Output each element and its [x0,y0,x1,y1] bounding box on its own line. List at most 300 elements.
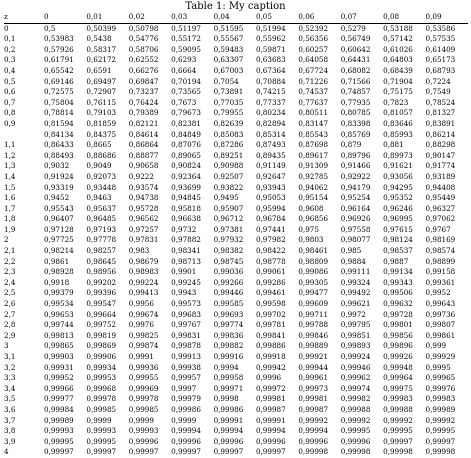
table-cell: 0,99856 [383,330,413,340]
table-cell: 0,98679 [128,256,159,266]
table-cell: 0,73565 [171,87,201,97]
table-cell: 0,53983 [44,34,74,44]
table-cell: 0,89065 [171,150,201,160]
table-cell: 0,9452 [44,193,70,203]
table-cell: 0,99992 [425,415,456,425]
table-cell: 0,99924 [340,352,371,361]
table-cell: 0,64803 [383,55,413,65]
table-cell: 0,54776 [128,34,159,44]
table-row [4,288,468,299]
table-cell: 0,74537 [298,87,329,97]
table-cell: 0,62172 [86,55,117,65]
table-cell: 0,99955 [128,373,159,383]
table-row [4,204,468,215]
table-cell: 0,51197 [171,23,201,33]
table-cell: 0,85083 [213,129,244,139]
table-cell: 0,88493 [44,150,74,160]
table-cell: 0,99973 [298,383,329,393]
row-label-cell: 2,9 [4,330,16,340]
table-cell: 0,96926 [340,214,371,224]
table-cell: 0,99903 [44,352,74,361]
table-cell: 0,87698 [298,140,329,150]
table-cell: 0,84849 [171,129,201,139]
table-cell: 0,55567 [213,34,244,44]
row-label-cell: 0,1 [4,34,16,44]
table-cell: 0,99983 [425,394,456,404]
header-cell: 0,05 [255,12,272,21]
table-cell: 0,84375 [86,129,117,139]
table-cell: 0,9998 [213,394,239,404]
table-cell: 0,69146 [44,76,74,86]
row-label-cell: 2,6 [4,299,16,309]
table-cell: 0,7549 [425,87,451,97]
table-cell: 0,90824 [171,161,201,171]
table-cell: 0,99245 [171,277,201,287]
table-cell: 0,99957 [171,373,201,383]
table-cell: 0,63683 [255,55,286,65]
table-cell: 0,99598 [255,299,286,309]
table-cell: 0,99971 [213,383,244,393]
table-cell: 0,9495 [213,193,239,203]
table-cell: 0,99609 [298,299,329,309]
header-cell: 0,06 [298,12,315,21]
table-cell: 0,99972 [255,383,286,393]
table-cell: 0,98745 [213,256,244,266]
table-cell: 0,99994 [171,426,201,436]
table-cell: 0,64058 [298,55,329,65]
table-cell: 0,99962 [340,373,371,383]
table-cell: 0,90988 [213,161,244,171]
table-cell: 0,95907 [213,203,244,213]
table-cell: 0,98928 [44,267,74,277]
table-cell: 0,99996 [298,436,329,446]
table-cell: 0,99413 [128,288,159,298]
table-row [4,352,468,363]
table-cell: 0,99158 [425,267,456,277]
table-cell: 0,98574 [425,246,456,256]
table-row [4,331,468,342]
table-cell: 0,97982 [255,235,286,245]
table-cell: 0,99781 [255,320,286,330]
table-cell: 0,83891 [425,118,456,128]
table-cell: 0,9918 [44,277,70,287]
table-cell: 0,94179 [340,182,371,192]
table-cell: 0,68793 [425,65,456,75]
table-cell: 0,79103 [86,108,117,118]
table-cell: 0,99573 [171,299,201,309]
row-label-cell: 3,2 [4,362,16,372]
table-cell: 0,96856 [298,214,329,224]
table-cell: 0,75804 [44,97,74,107]
table-cell: 0,99492 [340,288,371,298]
table-row [4,161,468,172]
table-cell: 0,83147 [298,118,329,128]
table-cell: 0,99997 [255,447,286,457]
table-cell: 0,99981 [298,394,329,404]
table-cell: 0,99992 [298,415,329,425]
row-label-cell: 1,6 [4,193,16,203]
table-cell: 0,99744 [44,320,74,330]
table-cell: 0,6664 [171,65,197,75]
table-cell: 0,55172 [171,34,201,44]
table-cell: 0,53586 [425,23,456,33]
row-label-cell: 2,5 [4,288,16,298]
table-cell: 0,96164 [340,203,371,213]
table-cell: 0,99036 [213,267,244,277]
table-cell: 0,99819 [86,330,117,340]
table-cell: 0,99111 [340,267,371,277]
table-cell: 0,9956 [128,299,154,309]
table-row [4,394,468,405]
table-cell: 0,99807 [425,320,456,330]
table-cell: 0,99893 [340,341,371,351]
table-cell: 0,72575 [44,87,74,97]
table-cell: 0,83646 [383,118,413,128]
table-cell: 0,82121 [128,118,159,128]
table-cell: 0,91774 [425,161,456,171]
table-cell: 0,99992 [383,415,413,425]
table-cell: 0,99996 [340,436,371,446]
table-cell: 0,99969 [128,383,159,393]
table-cell: 0,96407 [44,214,74,224]
table-cell: 0,82894 [255,118,286,128]
table-cell: 0,80511 [298,108,329,118]
table-cell: 0,92364 [171,171,201,181]
table-cell: 0,9999 [171,415,197,425]
table-row [4,437,468,448]
table-cell: 0,92922 [340,171,371,181]
table-cell: 0,91924 [44,171,74,181]
table-cell: 0,80234 [255,108,286,118]
table-cell: 0,99995 [86,436,117,446]
table-cell: 0,97831 [128,235,159,245]
table-row [4,55,468,66]
table-cell: 0,95818 [171,203,201,213]
table-cell: 0,99906 [86,352,117,361]
table-cell: 0,99946 [340,362,371,372]
table-cell: 0,52392 [298,23,329,33]
table-cell: 0,97381 [213,224,244,234]
table-cell: 0,99851 [340,330,371,340]
table-row [4,151,468,162]
table-cell: 0,95637 [86,203,117,213]
table-cell: 0,99998 [425,447,456,457]
row-label-cell: 3 [4,341,9,351]
table-cell: 0,9887 [383,256,409,266]
table-cell: 0,99997 [213,447,244,457]
table-cell: 0,7673 [171,97,197,107]
table-cell: 0,68082 [340,65,371,75]
table-cell: 0,67003 [213,65,244,75]
table-row [4,447,468,458]
table-cell: 0,86864 [128,140,159,150]
table-cell: 0,97615 [383,224,413,234]
table-cell: 0,59871 [255,44,286,54]
table-cell: 0,7823 [383,97,409,107]
table-cell: 0,99711 [298,309,329,319]
header-cell: 0,09 [425,12,442,21]
table-cell: 0,82381 [171,118,201,128]
table-cell: 0,99985 [128,404,159,414]
row-label-cell: 1,4 [4,171,16,181]
table-cell: 0,96784 [255,214,286,224]
table-cell: 0,77035 [213,97,244,107]
table-cell: 0,90147 [425,150,456,160]
table-cell: 0,99266 [213,277,244,287]
table-row [4,225,468,236]
table-cell: 0,67724 [298,65,329,75]
table-row [4,140,468,151]
table-cell: 0,99968 [86,383,117,393]
table-cell: 0,98124 [383,235,413,245]
table-cell: 0,96638 [171,214,201,224]
row-label-cell: 0,8 [4,108,16,118]
table-cell: 0,99813 [44,330,74,340]
table-cell: 0,99086 [298,267,329,277]
table-cell: 0,55962 [255,34,286,44]
table-row [4,246,468,257]
table-cell: 0,89973 [383,150,413,160]
table-cell: 0,97441 [255,224,286,234]
table-cell: 0,98899 [425,256,456,266]
table-cell: 0,99869 [86,341,117,351]
table-cell: 0,99825 [128,330,159,340]
table-cell: 0,65173 [425,55,456,65]
table-cell: 0,70884 [255,76,286,86]
table-cell: 0,9995 [425,362,451,372]
table-cell: 0,77337 [255,97,286,107]
table-cell: 0,99982 [340,394,371,404]
row-label-cell: 1,3 [4,161,16,171]
table-cell: 0,50399 [86,23,117,33]
table-cell: 0,92507 [213,171,244,181]
table-cell: 0,9767 [425,224,451,234]
table-cell: 0,57535 [425,34,456,44]
table-cell: 0,58317 [86,44,117,54]
row-label-cell: 0,9 [4,118,16,128]
table-cell: 0,99997 [44,447,74,457]
table-cell: 0,99396 [86,288,117,298]
row-label-cell: 0,5 [4,76,16,86]
table-cell: 0,9608 [298,203,324,213]
table-cell: 0,60257 [298,44,329,54]
table-cell: 0,95543 [44,203,74,213]
table-row [4,66,468,77]
table-cell: 0,91466 [340,161,371,171]
table-cell: 0,74215 [255,87,286,97]
table-cell: 0,9463 [86,193,112,203]
table-row [4,98,468,109]
table-cell: 0,88686 [86,150,117,160]
table-cell: 0,99202 [86,277,117,287]
table-cell: 0,99861 [425,330,456,340]
table-cell: 0,99801 [383,320,413,330]
row-label-cell: 2 [4,235,9,245]
row-label-cell: 0,7 [4,97,16,107]
table-cell: 0,68439 [383,65,413,75]
table-cell: 0,99986 [213,404,244,414]
table-cell: 0,99913 [171,352,201,361]
table-cell: 0,9972 [340,309,366,319]
table-cell: 0,7054 [213,76,239,86]
row-label-cell: 2,2 [4,256,16,266]
row-label-cell: 3,8 [4,426,16,436]
table-cell: 0,94295 [383,182,413,192]
table-cell: 0,9049 [86,161,112,171]
table-cell: 0,88298 [425,140,456,150]
table-cell: 0,98169 [425,235,456,245]
table-cell: 0,99975 [383,383,413,393]
table-cell: 0,71904 [383,76,413,86]
table-cell: 0,99991 [255,415,286,425]
table-cell: 0,95994 [255,203,286,213]
table-cell: 0,73237 [128,87,159,97]
table-cell: 0,5438 [86,34,112,44]
table-cell: 0,99305 [298,277,329,287]
header-cell: 0 [44,12,49,21]
table-cell: 0,93574 [128,182,159,192]
table-cell: 0,99993 [128,426,159,436]
table-cell: 0,9884 [340,256,366,266]
row-label-cell: 3,5 [4,394,16,404]
table-cell: 0,91149 [255,161,286,171]
table-cell: 0,99994 [298,426,329,436]
table-cell: 0,99989 [44,415,74,425]
table-cell: 0,97558 [340,224,371,234]
header-cell: 0,02 [128,12,145,21]
header-cell-z: z [4,12,8,21]
table-cell: 0,97778 [86,235,117,245]
table-cell: 0,51595 [213,23,244,33]
row-label-cell: 1,8 [4,214,16,224]
table-cell: 0,99994 [213,426,244,436]
table-cell: 0,99728 [383,309,413,319]
table-cell: 0,95154 [298,193,329,203]
table-cell: 0,99918 [255,352,286,361]
table-cell: 0,99977 [44,394,74,404]
row-label-cell: 3,7 [4,415,16,425]
table-cell: 0,99788 [298,320,329,330]
table-cell: 0,99916 [213,352,244,361]
table-cell: 0,50798 [128,23,159,33]
table-cell: 0,975 [298,224,319,234]
table-cell: 0,98713 [171,256,201,266]
table-cell: 0,97193 [86,224,117,234]
table-cell: 0,93189 [425,171,456,181]
table-cell: 0,99878 [171,341,201,351]
table-cell: 0,99953 [86,373,117,383]
table-cell: 0,9976 [128,320,154,330]
table-cell: 0,9999 [86,415,112,425]
table-cell: 0,99931 [44,362,74,372]
row-label-cell: 0,6 [4,87,16,97]
row-label-cell: 2,7 [4,309,16,319]
table-cell: 0,99981 [255,394,286,404]
table-cell: 0,53188 [383,23,413,33]
table-cell: 0,89251 [213,150,244,160]
table-cell: 0,99992 [340,415,371,425]
table-row [4,299,468,310]
table-cell: 0,99926 [383,352,413,361]
table-cell: 0,63307 [213,55,244,65]
table-cell: 0,9996 [255,373,282,383]
row-label-cell [4,130,44,141]
table-cell: 0,99547 [86,299,117,309]
table-cell: 0,99961 [298,373,329,383]
table-cell: 0,9861 [44,256,70,266]
table-cell: 0,99621 [340,299,371,309]
table-cell: 0,81594 [44,118,74,128]
table-cell: 0,81057 [383,108,413,118]
table-cell: 0,94845 [171,193,201,203]
table-cell: 0,91309 [298,161,329,171]
table-cell: 0,879 [340,140,362,150]
table-cell: 0,93319 [44,182,74,192]
table-cell: 0,99379 [44,288,74,298]
table-row [4,45,468,56]
table-cell: 0,92785 [298,171,329,181]
table-cell: 0,96327 [425,203,456,213]
table-cell: 0,98422 [255,246,286,256]
table-cell: 0,99952 [44,373,74,383]
table-cell: 0,99965 [425,373,456,383]
table-cell: 0,79955 [213,108,244,118]
table-cell: 0,98537 [383,246,413,256]
table-cell: 0,99929 [425,352,456,361]
table-cell: 0,86214 [425,129,456,139]
table-cell: 0,85314 [255,129,286,139]
table-cell: 0,99998 [340,447,371,457]
table-cell: 0,99978 [128,394,159,404]
table-cell: 0,97725 [44,235,74,245]
table-cell: 0,98956 [86,267,117,277]
table-cell: 0,69497 [86,76,117,86]
table-cell: 0,6591 [86,65,112,75]
table-cell: 0,72907 [86,87,117,97]
table-body [4,23,468,458]
table-cell: 0,61409 [425,44,456,54]
table-cell: 0,97128 [44,224,74,234]
table-cell: 0,99997 [171,447,201,457]
table-cell: 0,99993 [44,426,74,436]
table-cell: 0,96562 [128,214,159,224]
table-cell: 0,81859 [86,118,117,128]
table-cell: 0,99632 [383,299,413,309]
table-cell: 0,99896 [383,341,413,351]
table-cell: 0,99795 [340,320,371,330]
table-cell: 0,99995 [44,436,74,446]
table-cell: 0,98077 [340,235,371,245]
table-row [4,23,468,34]
table-cell: 0,99683 [171,309,201,319]
table-row [4,363,468,374]
row-label-cell: 0,3 [4,55,16,65]
table-cell: 0,6293 [171,55,197,65]
table-cell: 0,90658 [128,161,159,171]
table-cell: 0,99585 [213,299,244,309]
row-label-cell: 0 [4,23,9,33]
table-cell: 0,79389 [128,108,159,118]
table-cell: 0,99461 [255,288,286,298]
table-cell: 0,79673 [171,108,201,118]
table-cell: 0,75175 [383,87,413,97]
table-cell: 0,9222 [128,171,154,181]
table-cell: 0,96995 [383,214,413,224]
table-cell: 0,99889 [298,341,329,351]
table-row [4,373,468,384]
table-cell: 0,99989 [425,404,456,414]
row-label-cell: 3,9 [4,436,16,446]
